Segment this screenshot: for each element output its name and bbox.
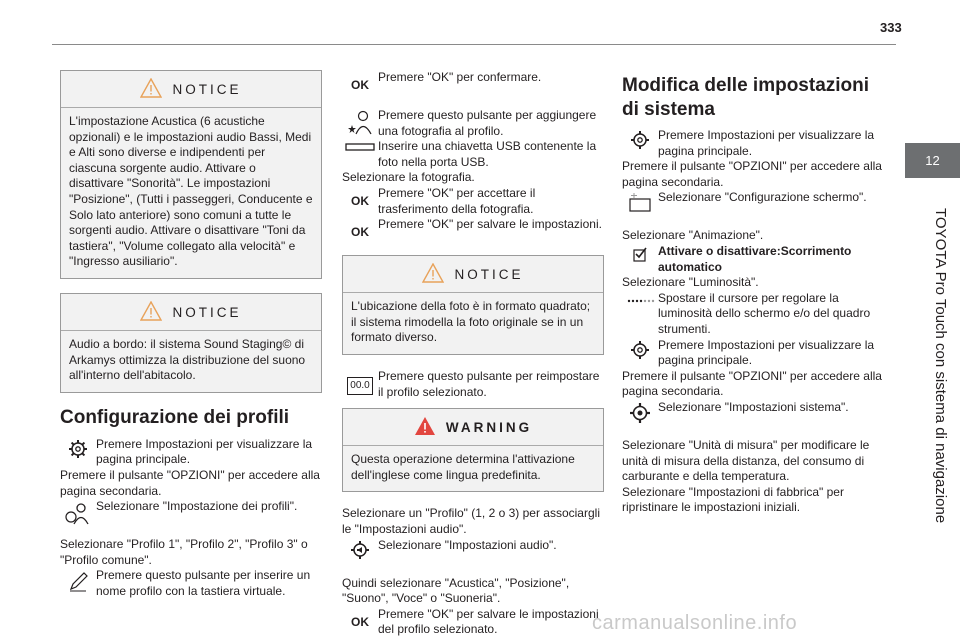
notice-title: NOTICE [172, 82, 242, 98]
warning-box [342, 408, 604, 492]
notice-text: Audio a bordo: il sistema Sound Staging© di Arkamys ottimizza la distribuzione del suono all'interno dell'abitacolo. [69, 336, 306, 383]
gear-icon [60, 437, 96, 467]
step-text: Attivare o disattivare:Scorrimento automatico [658, 243, 852, 274]
step-text: Selezionare "Configurazione schermo". [658, 190, 867, 205]
paragraph: Premere il pulsante "OPZIONI" per accedere alla pagina secondaria. [622, 159, 882, 189]
step-text: Spostare il cursore per regolare la luminosità dello schermo e/o del quadro strumenti. [658, 290, 871, 336]
step-text: Selezionare "Impostazioni sistema". [658, 399, 849, 414]
step-text: Premere "OK" per salvare le impostazioni del profilo selezionato. [378, 606, 599, 637]
step-text: Premere Impostazioni per visualizzare la pagina principale. [658, 128, 875, 158]
paragraph: Premere il pulsante "OPZIONI" per accedere alla pagina secondaria. [60, 467, 320, 498]
warning-text: Questa operazione determina l'attivazione dell'inglese come lingua predefinita. [351, 452, 575, 482]
gear-icon [622, 128, 658, 158]
step-text: Premere questo pulsante per aggiungere una fotografia al profilo. [378, 108, 597, 138]
step-text: Inserire una chiavetta USB contenente la foto nella porta USB. [378, 139, 597, 169]
notice-text: L'impostazione Acustica (6 acustiche opzionali) e le impostazioni audio Bassi, Medi e Alti sono diverse e indipendenti per ciascuna sorgente audio. Attivare o disattivare "Sonorità". Le impostazioni "Posizione", (Tutti i passeggeri, Conducente e Solo lato anteriore) sono comuni a tutte le sorgenti audio. Attivare o disattivare "Toni da tastiera", "Volume collegato alla velocità" e "Ingresso ausiliario". [69, 114, 313, 269]
system-settings-icon [622, 400, 658, 430]
warning-triangle-icon [422, 263, 444, 288]
step-text: Selezionare "Impostazioni audio". [378, 537, 557, 552]
chapter-title: TOYOTA Pro Touch con sistema di navigazione [932, 208, 949, 524]
ok-button-icon: OK [351, 193, 369, 208]
ok-button-icon: OK [351, 78, 369, 92]
column-1 [60, 70, 322, 599]
notice-box [60, 70, 322, 279]
step-text: Premere Impostazioni per visualizzare la pagina principale. [658, 337, 875, 368]
paragraph: Selezionare la fotografia. [342, 170, 475, 185]
notice-title: NOTICE [172, 305, 242, 321]
notice-title: NOTICE [454, 267, 524, 283]
step-text: Premere questo pulsante per reimpostare il profilo selezionato. [378, 368, 600, 399]
step-text: Selezionare "Impostazione dei profili". [96, 499, 298, 514]
warning-title: WARNING [445, 420, 533, 436]
paragraph: Selezionare "Unità di misura" per modificare le unità di misura della distanza, del consumo di carburante e della temperatura. [622, 437, 870, 484]
usb-icon [342, 139, 378, 169]
header-rule [52, 44, 896, 45]
paragraph: Selezionare "Luminosità". [622, 275, 759, 290]
step-text: Premere "OK" per accettare il trasferimento della fotografia. [378, 185, 536, 216]
paragraph: Selezionare "Animazione". [622, 228, 764, 243]
warning-triangle-icon [414, 416, 436, 441]
ok-button-icon: OK [351, 225, 369, 240]
step-text: Premere "OK" per confermare. [378, 70, 542, 84]
section-heading: Configurazione dei profili [60, 406, 290, 428]
step-text: Premere "OK" per salvare le impostazioni. [378, 217, 602, 232]
reset-icon [342, 369, 378, 399]
column-3 [622, 70, 890, 516]
gear-icon [622, 338, 658, 368]
audio-settings-icon [342, 538, 378, 568]
paragraph: Premere il pulsante "OPZIONI" per accedere alla pagina secondaria. [622, 368, 882, 399]
column-2 [342, 70, 604, 638]
brightness-slider-icon [622, 291, 658, 321]
section-heading: Modifica delle impostazioni di sistema [622, 75, 870, 120]
ok-button-icon: OK [351, 614, 369, 629]
reset-label: 00.0 [347, 377, 372, 395]
chapter-tab[interactable]: 12 [905, 143, 960, 178]
page-number: 333 [880, 20, 902, 35]
paragraph: Quindi selezionare "Acustica", "Posizione", "Suono", "Voce" o "Suoneria". [342, 575, 570, 606]
warning-triangle-icon [140, 301, 162, 326]
warning-triangle-icon [140, 78, 162, 103]
checkbox-icon [622, 244, 658, 274]
paragraph: Selezionare "Impostazioni di fabbrica" per ripristinare le impostazioni iniziali. [622, 484, 844, 515]
notice-box [60, 293, 322, 393]
paragraph: Selezionare "Profilo 1", "Profilo 2", "Profilo 3" o "Profilo comune". [60, 537, 308, 567]
notice-box [342, 255, 604, 355]
profile-settings-icon [60, 499, 96, 529]
watermark: carmanualsonline.info [592, 612, 798, 634]
notice-text: L'ubicazione della foto è in formato quadrato; il sistema rimodella la foto originale se in un formato diverso. [351, 299, 591, 345]
step-text: Premere questo pulsante per inserire un nome profilo con la tastiera virtuale. [96, 568, 311, 598]
screen-config-icon [622, 190, 658, 220]
add-photo-icon [342, 108, 378, 138]
paragraph: Selezionare un "Profilo" (1, 2 o 3) per associargli le "Impostazioni audio". [342, 506, 600, 536]
step-text: Premere Impostazioni per visualizzare la pagina principale. [96, 436, 313, 467]
pencil-icon [60, 568, 96, 598]
